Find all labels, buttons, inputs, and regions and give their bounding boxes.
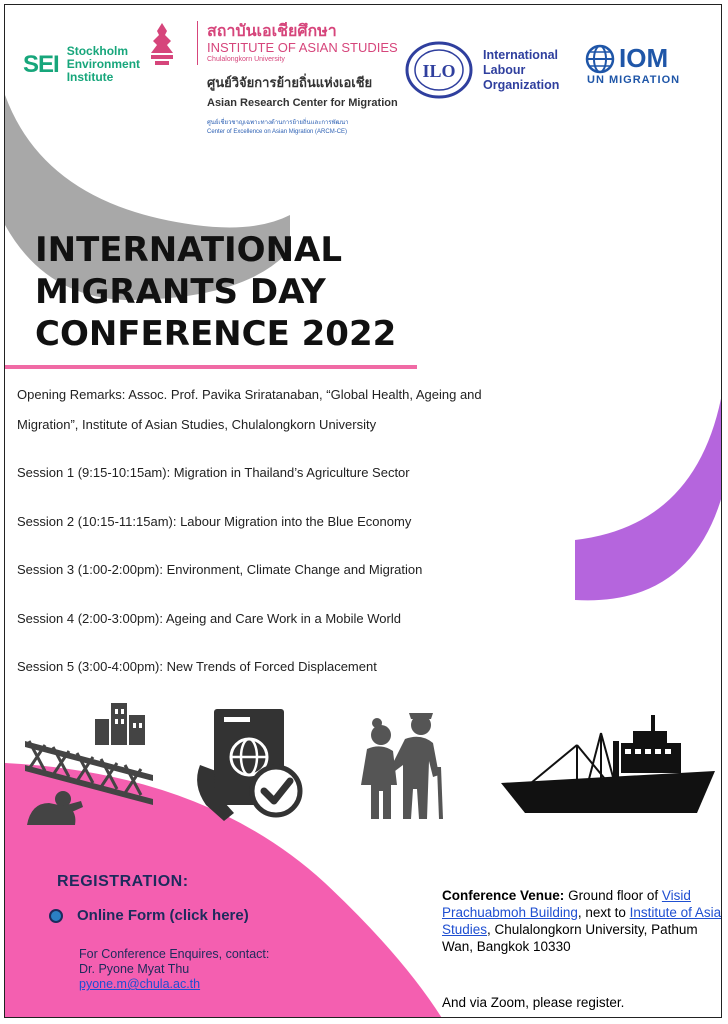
iom-subtitle: UN MIGRATION	[587, 74, 681, 86]
session-2: Session 2 (10:15-11:15am): Labour Migration into the Blue Economy	[17, 514, 412, 529]
sei-logo	[23, 45, 140, 84]
arcm-thai-name: ศูนย์วิจัยการย้ายถิ่นแห่งเอเชีย	[207, 75, 373, 90]
enquiries-contact	[79, 947, 269, 992]
contact-email-link[interactable]: pyone.m@chula.ac.th	[79, 977, 201, 991]
globe-icon	[49, 909, 63, 923]
sei-line: Environment	[66, 57, 141, 71]
ilo-line: International	[483, 47, 559, 62]
arcm-english-name: Asian Research Center for Migration	[207, 97, 398, 109]
venue-label: Conference Venue:	[442, 888, 565, 903]
ias-university: Chulalongkorn University	[207, 56, 285, 63]
arcm-ce-thai: ศูนย์เชี่ยวชาญเฉพาะทางด้านการย้ายถิ่นและการพัฒนา	[207, 120, 349, 126]
agriculture-icon	[19, 695, 159, 825]
session-4: Session 4 (2:00-3:00pm): Ageing and Care Work in a Mobile World	[17, 611, 401, 626]
sei-line: Institute	[66, 70, 114, 84]
title-line: INTERNATIONAL	[35, 230, 343, 270]
iom-logo	[585, 43, 680, 86]
logo-divider	[197, 21, 198, 65]
elderly-care-icon	[351, 705, 451, 825]
title-line: CONFERENCE 2022	[35, 314, 397, 354]
session-3: Session 3 (1:00-2:00pm): Environment, Climate Change and Migration	[17, 562, 423, 577]
ilo-logo	[405, 41, 559, 99]
ilo-name	[483, 48, 559, 93]
venue-address: , Chulalongkorn University, Pathum Wan, Bangkok 10330	[442, 922, 698, 954]
venue-text: , next to	[577, 905, 626, 920]
opening-remarks-cont: Migration”, Institute of Asian Studies, Chulalongkorn University	[17, 417, 377, 432]
ias-thai-name: สถาบันเอเชียศึกษา	[207, 23, 337, 40]
venue-info	[442, 887, 722, 955]
un-globe-icon	[585, 44, 615, 74]
opening-remarks: Opening Remarks: Assoc. Prof. Pavika Sriratanaban, “Global Health, Ageing and	[17, 387, 482, 402]
sei-mark: SEI	[23, 50, 59, 78]
passport-icon	[190, 705, 310, 825]
venue-text: Ground floor of	[568, 888, 659, 903]
ilo-emblem-text: ILO	[422, 61, 456, 81]
conference-title	[35, 229, 396, 355]
ias-english-name: INSTITUTE OF ASIAN STUDIES	[207, 40, 398, 55]
ilo-line: Organization	[483, 77, 560, 92]
contact-name: Dr. Pyone Myat Thu	[79, 962, 190, 976]
session-1: Session 1 (9:15-10:15am): Migration in Thailand’s Agriculture Sector	[17, 465, 410, 480]
building-link[interactable]: Visid Prachuabmoh Building	[442, 888, 691, 920]
online-form-label: Online Form (click here)	[77, 907, 249, 924]
session-5: Session 5 (3:00-4:00pm): New Trends of Forced Displacement	[17, 659, 377, 674]
enquire-line: For Conference Enquires, contact:	[79, 947, 270, 961]
poster	[4, 4, 722, 1018]
chula-emblem-icon	[145, 21, 179, 69]
registration-title: REGISTRATION:	[57, 873, 189, 890]
iom-wordmark: IOM	[619, 43, 669, 73]
ship-icon	[501, 713, 721, 823]
ilo-line: Labour	[483, 62, 526, 77]
title-underline	[5, 365, 417, 369]
iom-top	[585, 43, 680, 74]
ias-text	[207, 23, 417, 135]
zoom-note: And via Zoom, please register.	[442, 995, 625, 1010]
purple-arc-decoration	[575, 375, 722, 615]
arcm-ce-english: Center of Excellence on Asian Migration (ARCM-CE)	[207, 129, 348, 135]
ilo-emblem-icon	[405, 41, 473, 99]
sei-line: Stockholm	[66, 44, 129, 58]
title-line: MIGRANTS DAY	[35, 272, 326, 312]
sei-name	[67, 45, 140, 84]
institute-link[interactable]: Institute of Asia Studies	[442, 905, 722, 937]
online-form-link[interactable]	[49, 907, 249, 924]
